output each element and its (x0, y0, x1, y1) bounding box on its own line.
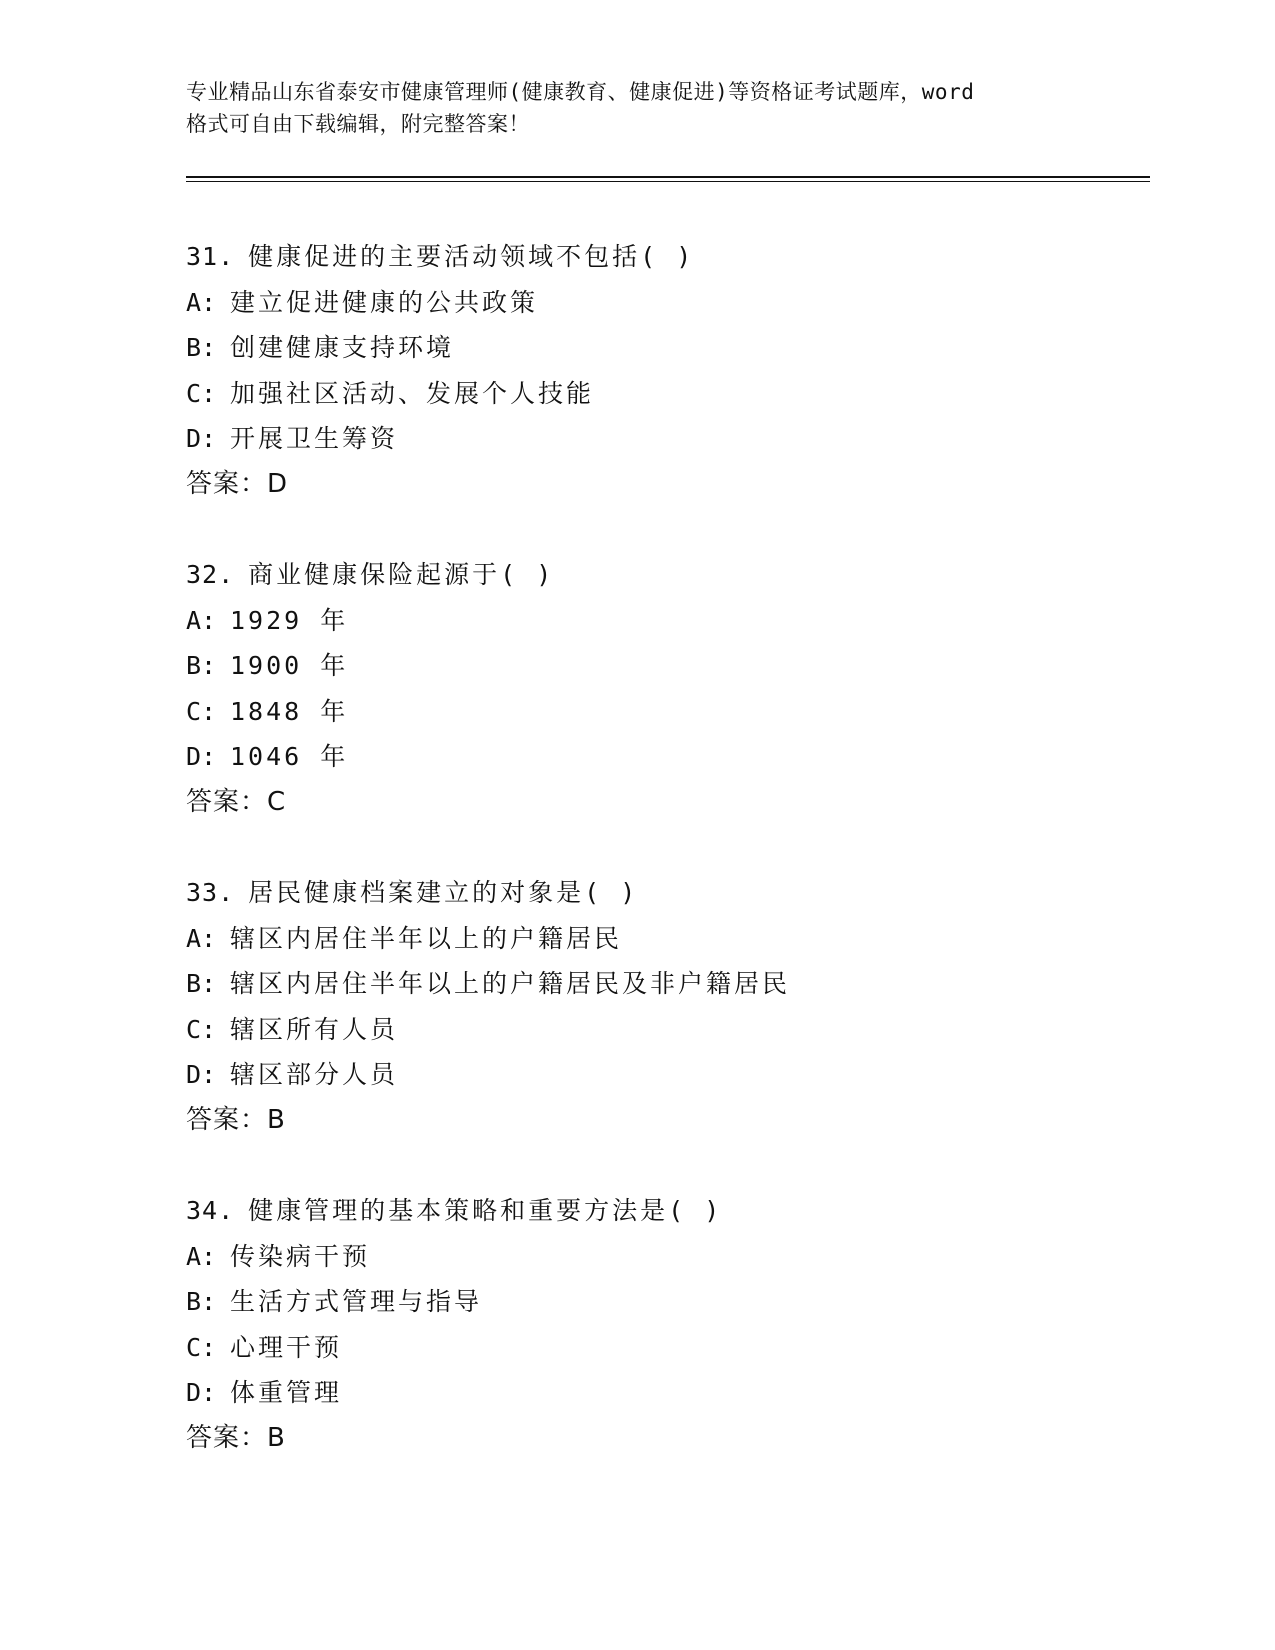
option-c (186, 371, 1146, 417)
option-text: 辖区内居住半年以上的户籍居民及非户籍居民 (230, 969, 791, 998)
question-33 (186, 870, 1146, 1188)
option-text: 1929 年 (230, 605, 349, 635)
option-key: C: (186, 1014, 217, 1044)
option-a (186, 1234, 1146, 1280)
option-key: C: (186, 1332, 217, 1362)
header-line-1: 专业精品山东省泰安市健康管理师(健康教育、健康促进)等资格证考试题库，word (186, 80, 975, 104)
option-b (186, 1279, 1146, 1325)
option-text: 创建健康支持环境 (230, 333, 455, 362)
option-a (186, 280, 1146, 326)
option-text: 心理干预 (230, 1332, 343, 1362)
question-stem (186, 552, 1146, 598)
header-divider-thin (186, 181, 1150, 182)
answer-line: 答案：D (186, 468, 289, 499)
option-b (186, 643, 1146, 689)
question-stem (186, 1188, 1146, 1234)
option-d (186, 416, 1146, 462)
question-32 (186, 552, 1146, 870)
option-key: A: (186, 923, 217, 953)
question-number: 33. (186, 878, 235, 907)
option-text: 1848 年 (230, 696, 349, 726)
answer-line: 答案：B (186, 1104, 286, 1135)
question-text: 商业健康保险起源于( ) (248, 560, 555, 589)
option-key: C: (186, 696, 217, 726)
option-key: A: (186, 605, 217, 635)
question-stem (186, 870, 1146, 916)
option-text: 辖区所有人员 (230, 1014, 399, 1044)
option-c (186, 1007, 1146, 1053)
question-number: 32. (186, 560, 235, 589)
option-key: B: (186, 333, 217, 362)
question-list (186, 234, 1146, 1506)
option-c (186, 1325, 1146, 1371)
option-c (186, 689, 1146, 735)
option-text: 传染病干预 (230, 1241, 371, 1271)
option-key: D: (186, 1060, 217, 1089)
option-text: 辖区部分人员 (230, 1060, 399, 1089)
option-b (186, 961, 1146, 1007)
question-text: 健康促进的主要活动领域不包括( ) (248, 242, 695, 271)
question-number: 31. (186, 242, 235, 271)
option-key: C: (186, 378, 217, 408)
question-text: 居民健康档案建立的对象是( ) (248, 878, 639, 907)
option-text: 体重管理 (230, 1378, 343, 1407)
option-text: 开展卫生筹资 (230, 424, 399, 453)
option-text: 1900 年 (230, 651, 349, 680)
document-header (186, 76, 1086, 140)
option-key: D: (186, 742, 217, 771)
question-number: 34. (186, 1196, 235, 1225)
option-a (186, 598, 1146, 644)
option-text: 建立促进健康的公共政策 (230, 287, 539, 317)
header-line-2: 格式可自由下载编辑，附完整答案！ (186, 112, 530, 136)
option-text: 辖区内居住半年以上的户籍居民 (230, 923, 623, 953)
option-d (186, 1370, 1146, 1416)
option-a (186, 916, 1146, 962)
header-divider-thick (186, 176, 1150, 178)
option-key: A: (186, 287, 217, 317)
option-key: B: (186, 969, 217, 998)
option-key: B: (186, 1287, 217, 1316)
question-31 (186, 234, 1146, 552)
option-b (186, 325, 1146, 371)
option-text: 生活方式管理与指导 (230, 1287, 483, 1316)
option-key: D: (186, 424, 217, 453)
answer-line: 答案：B (186, 1422, 286, 1453)
option-d (186, 734, 1146, 780)
answer-line: 答案：C (186, 786, 287, 817)
option-key: D: (186, 1378, 217, 1407)
question-34 (186, 1188, 1146, 1506)
option-text: 1046 年 (230, 742, 349, 771)
option-key: A: (186, 1241, 217, 1271)
option-key: B: (186, 651, 217, 680)
question-text: 健康管理的基本策略和重要方法是( ) (248, 1196, 723, 1225)
option-d (186, 1052, 1146, 1098)
option-text: 加强社区活动、发展个人技能 (230, 378, 595, 408)
question-stem (186, 234, 1146, 280)
